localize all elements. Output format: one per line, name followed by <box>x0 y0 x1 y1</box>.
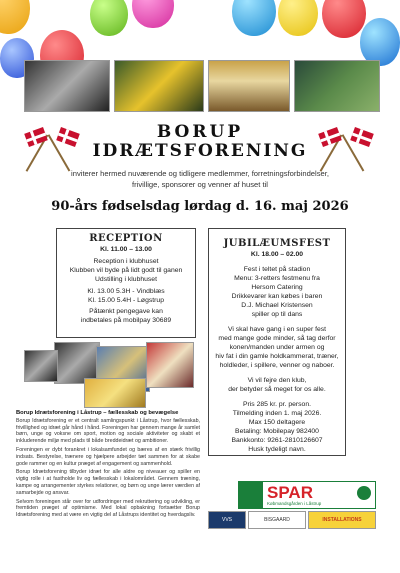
party-line: Fest i teltet på stadion <box>243 266 311 273</box>
party-line: Drikkevarer kan købes i baren <box>231 293 323 300</box>
reception-line: Reception i klubhuset <box>93 258 159 265</box>
balloon-decoration <box>232 0 276 36</box>
party-line: med mange gode minder, så tag derfor <box>218 335 336 342</box>
bisgaard-logo <box>248 511 306 529</box>
balloon-decoration <box>0 0 30 34</box>
article-paragraph: Selvom foreningen står over for udfordringer med rekruttering og udvikling, er fremtiden præget af optimisme. Med lokal opbakning fortsætter Borup Idrætsforening med at være en vigtig del af Låstrups identitet og hverdagsliv. <box>16 498 200 519</box>
balloon-decoration <box>278 0 318 36</box>
party-line: D.J. Michael Kristensen <box>241 302 313 309</box>
name-reminder-line: Husk tydeligt navn. <box>248 446 306 453</box>
vvs-name: VVS <box>221 517 232 523</box>
party-line: holdleder, i spillere, venner og naboer. <box>219 362 335 369</box>
event-date: 90-års fødselsdag lørdag d. 16. maj 2026 <box>51 199 349 214</box>
reception-line: Udstilling i klubhuset <box>95 276 157 283</box>
reception-title: RECEPTION <box>89 233 163 244</box>
match-line: Kl. 13.00 5.3H - Vindblæs <box>87 288 165 295</box>
mobilepay-line: Betaling: Mobilepay 982400 <box>235 428 319 435</box>
collage-photo <box>146 342 194 388</box>
article-paragraph: Borup Idrætsforening tilbyder idræt for alle aldre og niveauer og spiller en vigtig rolle i at fastholde liv og fællesskab i lokalområdet. Gennem træning, kampe og arrangementer styrkes relationer, og børn og unge lærer værdien af samarbejde og ansvar. <box>16 469 200 496</box>
party-line: Vi skal have gang i en super fest <box>227 326 327 333</box>
party-line: Menu: 3-retters festmenu fra <box>234 275 320 282</box>
balloon-decoration <box>132 0 174 28</box>
vvs-logo <box>208 511 246 529</box>
spar-subtitle: Købmandsgården i Låstrup <box>267 501 322 506</box>
installations-name: INSTALLATIONS <box>322 517 362 523</box>
reception-line: Klubben vil byde på lidt godt til ganen <box>69 267 183 274</box>
team-photo-green <box>294 60 380 112</box>
article-heading: Borup Idrætsforening i Låstrup – fællesskab og bevægelse <box>16 410 179 416</box>
club-name-line1: BORUP <box>156 122 244 142</box>
party-box <box>208 228 346 456</box>
party-line: spiller op til dans <box>251 311 303 318</box>
invitation-intro: inviterer hermed nuværende og tidligere medlemmer, forretningsforbindelser, frivillige, sponsorer og venner af huset til <box>71 169 329 189</box>
party-line: hiv fat i din gamle holdkammerat, træner, <box>215 353 339 360</box>
article-paragraph: Borup Idrætsforening er et centralt samlingspunkt i Låstrup, hvor fællesskab, frivillighed og idræt går hånd i hånd. Foreningen har gennem mange år samlet børn, unge og voksne om sport, motion og sociale aktiviteter og skabt et inkluderende miljø med plads til både breddeidræt og ambitioner. <box>16 417 200 445</box>
reception-time: Kl. 11.00 – 13.00 <box>100 246 152 253</box>
spar-name: SPAR <box>267 483 313 502</box>
collage-photo <box>24 350 58 382</box>
spar-logo <box>238 481 376 509</box>
party-line: der betyder så meget for os alle. <box>228 386 326 393</box>
bisgaard-name: BISGAARD <box>264 517 290 523</box>
capacity-line: Max 150 deltagere <box>248 419 306 426</box>
bank-line: Bankkonto: 9261-2810126607 <box>231 437 323 444</box>
balloon-decoration <box>360 18 400 66</box>
party-line: Hersom Catering <box>251 284 303 291</box>
party-line: konen/manden under armen og <box>229 344 325 351</box>
club-article <box>16 410 200 521</box>
collage-photo <box>84 378 146 408</box>
balloon-decoration <box>90 0 128 36</box>
team-photo-historic <box>24 60 110 112</box>
match-line: Kl. 15.00 5.4H - Løgstrup <box>88 297 164 304</box>
signup-line: Tilmelding inden 1. maj 2026. <box>232 410 322 417</box>
team-photo-yellow <box>114 60 204 112</box>
party-tent-photo <box>208 60 290 112</box>
party-line: Vi vil fejre den klub, <box>247 377 307 384</box>
party-title: JUBILÆUMSFEST <box>223 238 331 249</box>
club-name-line2: IDRÆTSFORENING <box>92 141 308 161</box>
balloon-decoration <box>322 0 366 38</box>
reception-box <box>56 228 196 338</box>
price-line: Pris 285 kr. pr. person. <box>242 401 311 408</box>
installations-logo <box>308 511 376 529</box>
payment-line: Påtænkt pengegave kan <box>89 308 163 315</box>
party-time: Kl. 18.00 – 02.00 <box>250 251 304 258</box>
payment-line: indbetales på mobilpay 30689 <box>80 317 172 324</box>
article-paragraph: Foreningen er dybt forankret i lokalsamfundet og bæres af en stærk frivillig indsats. Bestyrelse, trænere og hjælpere arbejder tæt sammen for at skabe gode rammer og en kultur præget af engagement og sammenhold. <box>16 446 200 467</box>
